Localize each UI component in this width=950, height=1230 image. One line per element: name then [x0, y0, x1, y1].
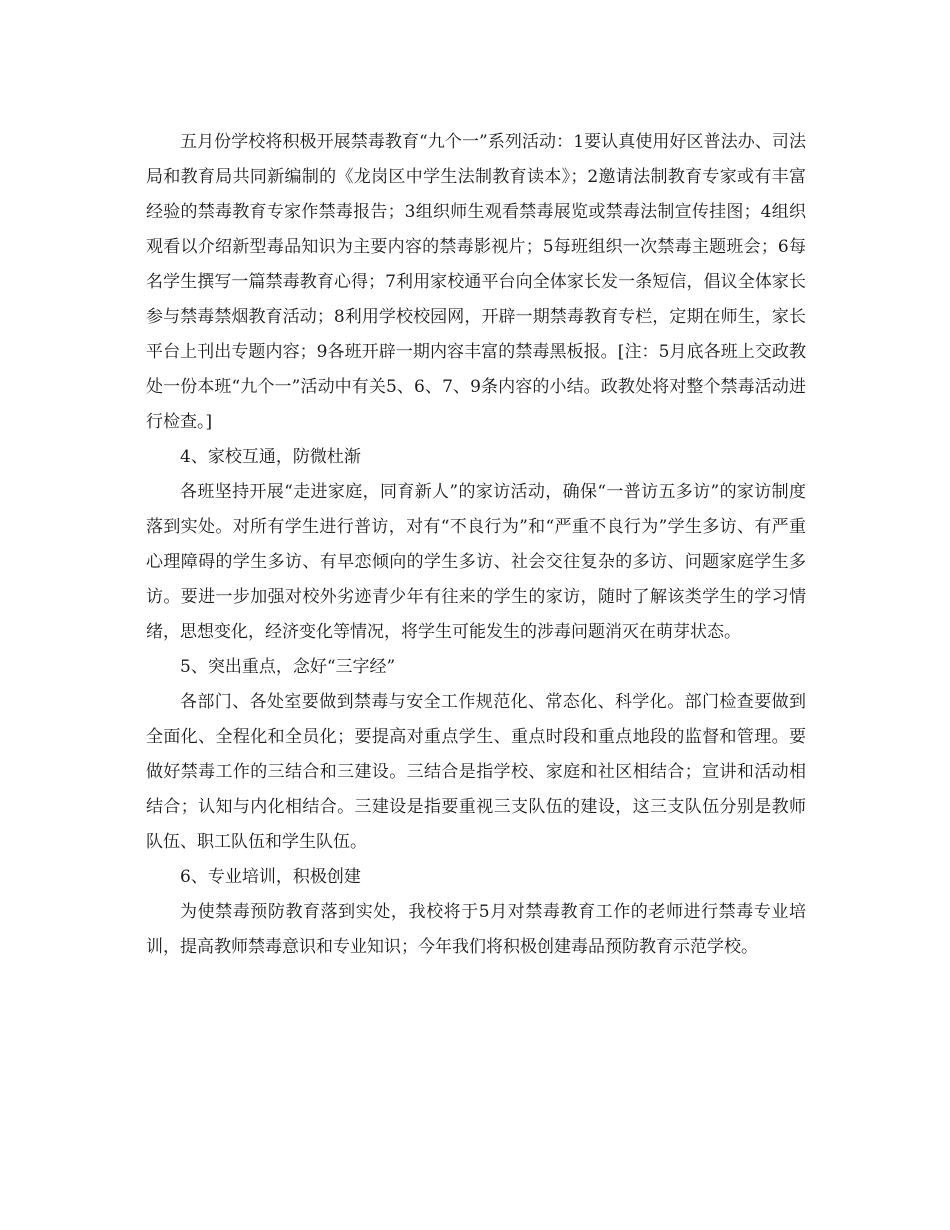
section-heading-4: 4、家校互通，防微杜渐 — [180, 447, 361, 467]
section-heading-5: 5、突出重点，念好“三字经” — [180, 657, 396, 677]
paragraph-key-points: 各部门、各处室要做到禁毒与安全工作规范化、常态化、科学化。部门检查要做到全面化、全程化和全员化；要提高对重点学生、重点时段和重点地段的监督和管理。要做好禁毒工作的三结合和三建设。三结合是指学校、家庭和社区相结合；宣讲和活动相结合；认知与内化相结合。三建设是指要重视三支队伍的建设，这三支队伍分别是教师队伍、职工队伍和学生队伍。 — [146, 692, 806, 852]
paragraph-training: 为使禁毒预防教育落到实处，我校将于5月对禁毒教育工作的老师进行禁毒专业培训，提高教师禁毒意识和专业知识；今年我们将积极创建毒品预防教育示范学校。 — [146, 902, 806, 957]
section-heading-6: 6、专业培训，积极创建 — [180, 867, 361, 887]
document-body — [146, 125, 806, 965]
paragraph-home-visits: 各班坚持开展“走进家庭，同育新人”的家访活动，确保“一普访五多访”的家访制度落到实处。对所有学生进行普访，对有“不良行为”和“严重不良行为”学生多访、有严重心理障碍的学生多访、有早恋倾向的学生多访、社会交往复杂的多访、问题家庭学生多访。要进一步加强对校外劣迹青少年有往来的学生的家访，随时了解该类学生的学习情绪，思想变化，经济变化等情况，将学生可能发生的涉毒问题消灭在萌芽状态。 — [146, 482, 806, 642]
paragraph-activities: 五月份学校将积极开展禁毒教育“九个一”系列活动：1要认真使用好区普法办、司法局和教育局共同新编制的《龙岗区中学生法制教育读本》；2邀请法制教育专家或有丰富经验的禁毒教育专家作禁毒报告；3组织师生观看禁毒展览或禁毒法制宣传挂图；4组织观看以介绍新型毒品知识为主要内容的禁毒影视片；5每班组织一次禁毒主题班会；6每名学生撰写一篇禁毒教育心得；7利用家校通平台向全体家长发一条短信，倡议全体家长参与禁毒禁烟教育活动；8利用学校校园网，开辟一期禁毒教育专栏，定期在师生，家长平台上刊出专题内容；9各班开辟一期内容丰富的禁毒黑板报。[注：5月底各班上交政教处一份本班“九个一”活动中有关5、6、7、9条内容的小结。政教处将对整个禁毒活动进行检查。] — [146, 132, 806, 432]
